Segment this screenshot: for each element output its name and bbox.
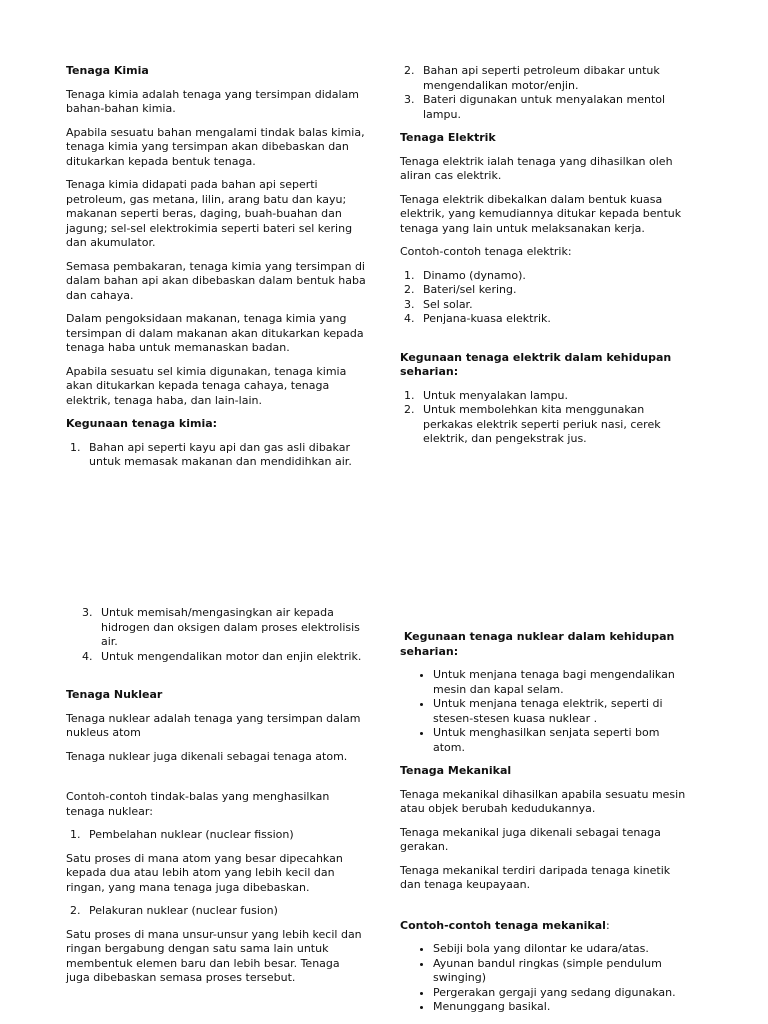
kimia-uses-heading: Kegunaan tenaga kimia: bbox=[66, 417, 218, 430]
list-number: 1. bbox=[404, 268, 415, 282]
elektrik-heading: Tenaga Elektrik bbox=[400, 131, 496, 144]
list-item-text: Untuk mengendalikan motor dan enjin elektrik. bbox=[101, 649, 362, 663]
heading-colon: : bbox=[605, 918, 610, 932]
nuklear-paragraph-1: Tenaga nuklear adalah tenaga yang tersimpan dalam nukleus atom bbox=[66, 711, 361, 739]
list-item bbox=[400, 298, 690, 313]
list-item bbox=[400, 403, 690, 447]
mekanikal-examples-heading-text: Contoh-contoh tenaga mekanikal bbox=[400, 918, 606, 932]
elektrik-examples-intro: Contoh-contoh tenaga elektrik: bbox=[400, 245, 572, 258]
mekanikal-paragraph-1: Tenaga mekanikal dihasilkan apabila sesuatu mesin atau objek berubah kedudukannya. bbox=[400, 787, 686, 815]
nuklear-item-2 bbox=[66, 904, 366, 919]
right-column-bottom bbox=[400, 630, 690, 1024]
nuklear-item-1-description: Satu proses di mana atom yang besar dipecahkan kepada dua atau lebih atom yang lebih kecil dan ringan, yang mana tenaga juga dibebaskan. bbox=[66, 851, 343, 894]
kimia-cont-list bbox=[66, 606, 366, 664]
elektrik-paragraph-2: Tenaga elektrik dibekalkan dalam bentuk kuasa elektrik, yang kemudiannya ditukar kepada bentuk tenaga yang lain untuk melaksanakan kerja. bbox=[400, 192, 682, 235]
list-number: 2. bbox=[404, 283, 415, 296]
list-number: 3. bbox=[404, 297, 415, 311]
list-item-text: Untuk memisah/mengasingkan air kepada hidrogen dan oksigen dalam proses elektrolisis air. bbox=[101, 606, 360, 648]
list-item-text: Bahan api seperti kayu api dan gas asli dibakar untuk memasak makanan dan mendidihkan air. bbox=[89, 440, 352, 468]
list-item: • Menunggang basikal. bbox=[433, 1000, 690, 1015]
list-number: 2. bbox=[70, 904, 81, 917]
nuklear-uses-heading: Kegunaan tenaga nuklear dalam kehidupan seharian: bbox=[400, 630, 679, 658]
nuklear-uses-list bbox=[400, 668, 690, 755]
list-item bbox=[66, 828, 366, 843]
list-item bbox=[78, 606, 366, 650]
elektrik-paragraph-1: Tenaga elektrik ialah tenaga yang dihasilkan oleh aliran cas elektrik. bbox=[400, 154, 673, 182]
kimia-uses-list-continued bbox=[400, 64, 690, 122]
list-item bbox=[78, 650, 366, 665]
list-item bbox=[400, 283, 690, 298]
list-item-text: Penjana-kuasa elektrik. bbox=[423, 312, 551, 325]
list-item bbox=[400, 389, 690, 404]
list-item bbox=[400, 93, 690, 122]
list-item: • Ayunan bandul ringkas (simple pendulum swinging) bbox=[433, 957, 690, 986]
mekanikal-paragraph-3: Tenaga mekanikal terdiri daripada tenaga kinetik dan tenaga keupayaan. bbox=[400, 863, 671, 891]
kimia-uses-list bbox=[66, 441, 366, 470]
kimia-paragraph-2: Apabila sesuatu bahan mengalami tindak balas kimia, tenaga kimia yang tersimpan akan dibebaskan dan ditukarkan kepada bentuk tenaga. bbox=[66, 125, 365, 168]
list-item bbox=[66, 904, 366, 919]
kimia-paragraph-6: Apabila sesuatu sel kimia digunakan, tenaga kimia akan ditukarkan kepada tenaga cahaya, tenaga elektrik, tenaga haba, dan lain-lain. bbox=[66, 364, 347, 407]
nuklear-item-1 bbox=[66, 828, 366, 843]
list-item bbox=[400, 312, 690, 327]
right-column-top bbox=[400, 64, 690, 456]
kimia-paragraph-4: Semasa pembakaran, tenaga kimia yang tersimpan di dalam bahan api akan dibebaskan dalam bentuk haba dan cahaya. bbox=[66, 259, 366, 302]
list-number: 1. bbox=[70, 828, 81, 841]
list-item-text: Bahan api seperti petroleum dibakar untuk mengendalikan motor/enjin. bbox=[423, 64, 660, 92]
elektrik-uses-list bbox=[400, 389, 690, 447]
mekanikal-heading: Tenaga Mekanikal bbox=[400, 764, 512, 777]
list-item-text: Sel solar. bbox=[423, 297, 473, 311]
list-number: 2. bbox=[404, 64, 415, 77]
nuklear-paragraph-2: Tenaga nuklear juga dikenali sebagai tenaga atom. bbox=[66, 749, 348, 763]
list-number: 1. bbox=[404, 388, 415, 402]
list-item bbox=[400, 64, 690, 93]
kimia-paragraph-1: Tenaga kimia adalah tenaga yang tersimpan didalam bahan-bahan kimia. bbox=[66, 87, 359, 115]
list-number: 4. bbox=[82, 649, 93, 663]
kimia-paragraph-5: Dalam pengoksidaan makanan, tenaga kimia yang tersimpan di dalam makanan akan ditukarkan kepada tenaga haba untuk memanaskan badan. bbox=[66, 312, 364, 354]
nuklear-examples-intro: Contoh-contoh tindak-balas yang menghasilkan tenaga nuklear: bbox=[66, 790, 330, 818]
nuklear-item-2-description: Satu proses di mana unsur-unsur yang lebih kecil dan ringan bergabung dengan satu sama lain untuk membentuk elemen baru dan lebih besar. Tenaga juga dibebaskan semasa proses tersebut. bbox=[66, 927, 362, 984]
list-item: • Untuk menjana tenaga elektrik, seperti di stesen-stesen kuasa nuklear . bbox=[433, 697, 690, 726]
left-column-bottom bbox=[66, 606, 366, 995]
list-number: 2. bbox=[404, 403, 415, 416]
list-number: 3. bbox=[404, 93, 415, 106]
list-item-text: Pembelahan nuklear (nuclear fission) bbox=[89, 828, 294, 841]
elektrik-uses-heading: Kegunaan tenaga elektrik dalam kehidupan seharian: bbox=[400, 350, 672, 378]
list-number: 1. bbox=[70, 440, 81, 454]
list-item: • Untuk menghasilkan senjata seperti bom atom. bbox=[433, 726, 690, 755]
mekanikal-examples-list bbox=[400, 942, 690, 1015]
list-item: • Untuk menjana tenaga bagi mengendalikan mesin dan kapal selam. bbox=[433, 668, 690, 697]
kimia-paragraph-3: Tenaga kimia didapati pada bahan api seperti petroleum, gas metana, lilin, arang batu dan kayu; makanan seperti beras, daging, buah-buahan dan jagung; sel-sel elektrokimia seperti bateri sel kering dan akumulator. bbox=[66, 178, 353, 249]
list-item: • Pergerakan gergaji yang sedang digunakan. bbox=[433, 986, 690, 1001]
list-item: • Sebiji bola yang dilontar ke udara/atas. bbox=[433, 942, 690, 957]
list-item-text: Dinamo (dynamo). bbox=[423, 268, 526, 282]
nuklear-heading: Tenaga Nuklear bbox=[66, 688, 163, 701]
left-column-top bbox=[66, 64, 366, 479]
list-item-text: Untuk membolehkan kita menggunakan perkakas elektrik seperti periuk nasi, cerek elektrik, dan pengekstrak jus. bbox=[423, 403, 661, 445]
list-item bbox=[66, 441, 366, 470]
list-item-text: Pelakuran nuklear (nuclear fusion) bbox=[89, 904, 278, 917]
list-item bbox=[400, 269, 690, 284]
elektrik-examples-list bbox=[400, 269, 690, 327]
list-item-text: Untuk menyalakan lampu. bbox=[423, 388, 569, 402]
mekanikal-paragraph-2: Tenaga mekanikal juga dikenali sebagai tenaga gerakan. bbox=[400, 825, 661, 853]
mekanikal-examples-heading bbox=[400, 919, 690, 934]
list-number: 3. bbox=[82, 606, 93, 619]
list-item-text: Bateri digunakan untuk menyalakan mentol lampu. bbox=[423, 93, 666, 121]
list-item-text: Bateri/sel kering. bbox=[423, 283, 517, 296]
list-number: 4. bbox=[404, 312, 415, 325]
kimia-heading: Tenaga Kimia bbox=[66, 64, 149, 77]
